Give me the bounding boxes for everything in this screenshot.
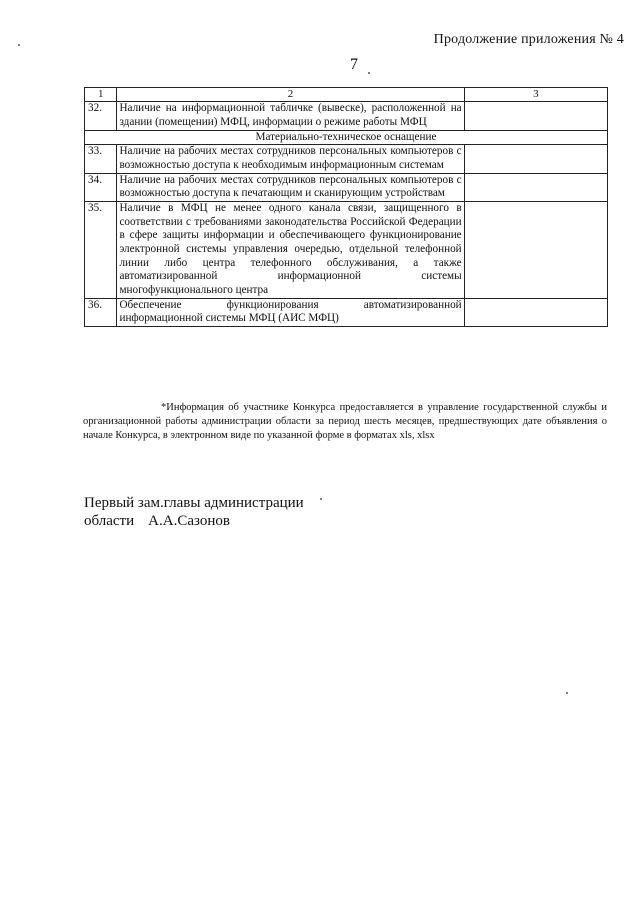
criterion-value [464,102,607,130]
section-row [85,130,608,145]
criterion-text: Обеспечение функционирования автоматизированной информационной системы МФЦ (АИС МФЦ) [117,298,464,326]
scan-speck [566,692,568,694]
row-number: 34. [85,173,117,201]
criterion-value [464,202,607,299]
column-header-2: 2 [117,88,464,102]
criterion-text: Наличие на информационной табличке (вывеске), расположенной на здании (помещении) МФЦ, информации о режиме работы МФЦ [117,102,464,130]
column-header-3: 3 [464,88,607,102]
table-row [85,298,608,326]
signature-organization: области [84,513,135,529]
section-title: Материально-техническое оснащение [85,130,608,145]
criterion-text: Наличие на рабочих местах сотрудников персональных компьютеров с возможностью доступа к необходимым информационным системам [117,145,464,173]
table-row [85,173,608,201]
appendix-continuation-label: Продолжение приложения № 4 [433,32,624,47]
row-number: 32. [85,102,117,130]
table-row [85,202,608,299]
column-header-1: 1 [85,88,117,102]
table-header-row [85,88,608,102]
criterion-value [464,145,607,173]
criterion-text: Наличие в МФЦ не менее одного канала связи, защищенного в соответствии с требованиями законодательства Российской Федерации в сфере защиты информации и обеспечивающего функционирование электронной системы управления очередью, отдельной телефонной линии либо центра телефонного обслуживания, а также автоматизированной информационной системы многофункционального центра [117,202,464,299]
signature-block [84,494,304,530]
table-row [85,102,608,130]
signature-position: Первый зам.главы администрации [84,495,304,511]
criterion-value [464,173,607,201]
criterion-value [464,298,607,326]
scan-speck [18,44,20,46]
row-number: 36. [85,298,117,326]
footnote: *Информация об участнике Конкурса предоставляется в управление государственной службы и организационной работы администрации области за период шесть месяцев, предшествующих дате объявления о начале Конкурса, в электронном виде по указанной форме в форматах xls, xlsx [83,402,607,441]
table-row [85,145,608,173]
signature-name: А.А.Сазонов [148,513,230,529]
scan-speck [368,72,370,74]
page-number: 7 [350,56,358,73]
criterion-text: Наличие на рабочих местах сотрудников персональных компьютеров с возможностью доступа к печатающим и сканирующим устройствам [117,173,464,201]
criteria-table [84,87,608,327]
row-number: 35. [85,202,117,299]
row-number: 33. [85,145,117,173]
scan-speck [320,498,322,500]
signature-line-2 [84,512,304,530]
